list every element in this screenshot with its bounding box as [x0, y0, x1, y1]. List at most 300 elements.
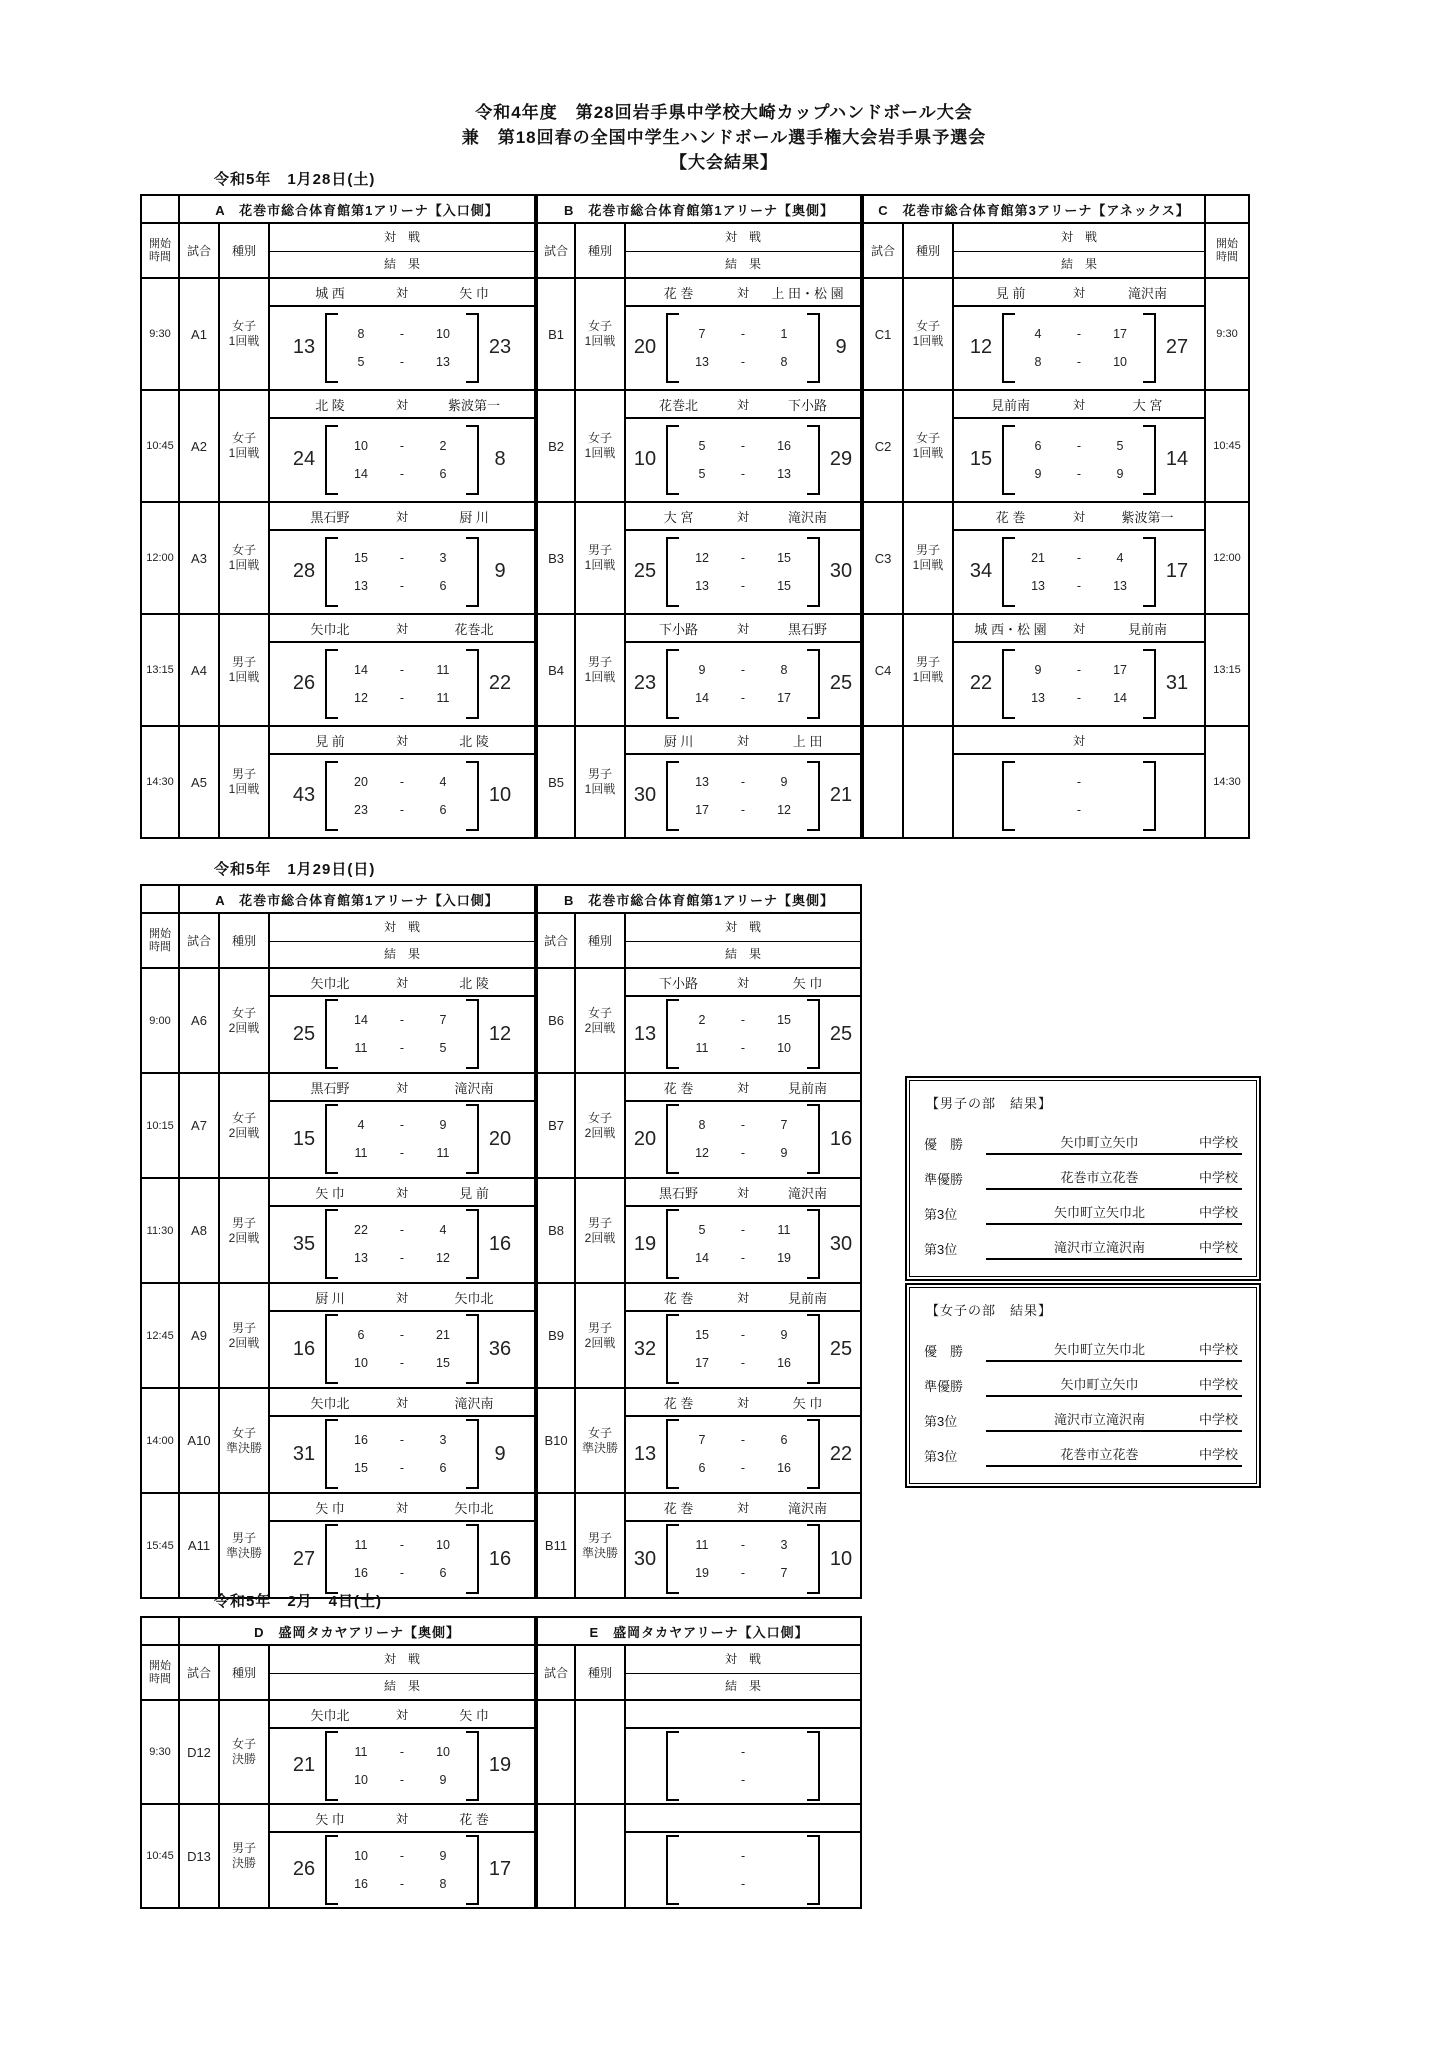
match-row — [141, 1388, 535, 1493]
match-id: C3 — [863, 502, 903, 614]
score-row — [626, 1833, 860, 1907]
category — [219, 390, 269, 502]
half-scores — [682, 1538, 804, 1580]
category-line1: 男子 — [231, 767, 256, 781]
result-row — [924, 1120, 1242, 1155]
bracket-right — [807, 999, 820, 1069]
half2-score — [341, 1146, 463, 1160]
start-time-header — [141, 913, 179, 968]
half-scores — [1018, 663, 1140, 705]
half-scores — [1018, 439, 1140, 481]
half1-home: 14 — [354, 1013, 368, 1027]
bracket-right — [807, 1419, 820, 1489]
half2-score — [341, 1251, 463, 1265]
half1-home: 11 — [354, 1744, 368, 1759]
team-home: 下小路 — [659, 621, 699, 637]
school-underline — [986, 1444, 1242, 1467]
result-box-women-inner — [909, 1287, 1257, 1484]
venue-b2-table — [536, 884, 862, 1599]
score-total-away: 17 — [488, 1858, 512, 1880]
match-id: B1 — [537, 278, 575, 390]
versus-label: 対 — [737, 509, 750, 524]
half2-score — [682, 579, 804, 593]
category-line2: 1回戦 — [912, 558, 944, 572]
half1-dash: - — [399, 438, 405, 453]
versus-result-header — [625, 913, 861, 968]
team-away: 滝沢南 — [454, 1395, 494, 1411]
half1-dash: - — [1076, 774, 1082, 789]
half1-home: 20 — [354, 774, 368, 789]
match-cell-body — [626, 1075, 860, 1177]
bracket-left — [325, 1314, 338, 1384]
half2-away: 8 — [439, 1876, 447, 1891]
half1-dash: - — [399, 1223, 405, 1237]
school-underline — [986, 1132, 1242, 1155]
half2-home: 16 — [354, 1566, 368, 1580]
half2-away: 6 — [439, 1461, 447, 1475]
start-time-header-line2: 時間 — [149, 940, 171, 953]
half2-home: 13 — [354, 1251, 368, 1265]
half2-score — [1018, 355, 1140, 369]
start-time: 9:30 — [1205, 278, 1249, 390]
half1-dash: - — [1076, 326, 1082, 341]
half2-dash: - — [740, 1356, 746, 1370]
half2-home: 12 — [695, 1146, 709, 1160]
match-cell — [269, 1388, 535, 1493]
title-line1: 令和4年度 第28回岩手県中学校大崎カップハンドボール大会 — [475, 103, 973, 122]
versus-label: 対 — [1073, 621, 1086, 636]
team-away: 滝沢南 — [1128, 285, 1168, 301]
match-cell-body — [270, 728, 534, 837]
column-header-row — [537, 1645, 861, 1700]
half2-home: 13 — [354, 578, 368, 593]
school-underline — [986, 1167, 1242, 1190]
match-id: A11 — [179, 1493, 219, 1598]
score-row — [270, 1833, 534, 1907]
score-total-home: 10 — [633, 448, 657, 470]
half1-score — [682, 439, 804, 453]
score-total-home: 15 — [292, 1127, 316, 1150]
result-header: 結 果 — [384, 257, 421, 271]
result-row — [924, 1327, 1242, 1362]
bracket-left — [666, 313, 679, 383]
team-away: 黒石野 — [788, 621, 828, 637]
category — [903, 278, 953, 390]
match-cell — [953, 614, 1205, 726]
category — [903, 502, 953, 614]
match-cell — [269, 1178, 535, 1283]
score-total-away: 9 — [835, 336, 847, 358]
category-line1: 女子 — [588, 1425, 613, 1440]
teams-row — [954, 616, 1204, 643]
match-cell — [269, 968, 535, 1073]
half2-away: 6 — [439, 1566, 447, 1580]
team-home: 矢 巾 — [315, 1185, 345, 1201]
half1-dash: - — [740, 326, 746, 341]
match-cell — [269, 1804, 535, 1908]
half2-score — [682, 1773, 804, 1787]
teams-row — [626, 280, 860, 307]
column-header-row — [141, 1645, 535, 1700]
team-away: 紫波第一 — [1121, 509, 1174, 525]
half2-away: 13 — [1113, 578, 1127, 593]
half2-away: 19 — [777, 1251, 791, 1265]
section-date-feb4: 令和5年 2月 4日(土) — [214, 1593, 383, 1610]
bracket-left — [666, 649, 679, 719]
score-total-home: 28 — [292, 560, 316, 582]
category — [219, 968, 269, 1073]
half2-home: 5 — [698, 466, 706, 481]
match-header: 試合 — [537, 223, 575, 278]
match-cell-body — [954, 616, 1204, 725]
bracket-right — [807, 1209, 820, 1279]
school-name: 矢巾町立矢巾 — [1060, 1377, 1139, 1392]
team-home: 花 巻 — [663, 1080, 694, 1096]
team-home: 厨 川 — [663, 733, 694, 749]
half2-dash: - — [740, 354, 746, 369]
half-scores — [341, 1223, 463, 1265]
category — [219, 1388, 269, 1493]
half1-home: 8 — [698, 1118, 706, 1132]
half2-home: 13 — [695, 578, 709, 593]
half1-home: 22 — [354, 1223, 368, 1237]
title-line2: 兼 第18回春の全国中学生ハンドボール選手権大会岩手県予選会 — [461, 128, 987, 147]
match-row — [141, 614, 535, 726]
score-row — [270, 755, 534, 837]
half1-dash: - — [399, 1118, 405, 1132]
team-away: 滝沢南 — [788, 509, 828, 525]
match-row — [141, 390, 535, 502]
match-row — [141, 968, 535, 1073]
category — [219, 1283, 269, 1388]
teams-row — [270, 728, 534, 755]
versus-label: 対 — [396, 1811, 409, 1826]
category-line1: 男子 — [231, 1215, 256, 1230]
half1-home: 7 — [698, 326, 706, 341]
half-scores — [341, 1328, 463, 1370]
half1-away: 9 — [780, 1328, 788, 1342]
category — [219, 1073, 269, 1178]
teams-row — [270, 392, 534, 419]
category — [903, 726, 953, 838]
bracket-left — [666, 1731, 679, 1801]
match-header: 試合 — [179, 223, 219, 278]
half1-away: 4 — [1116, 550, 1124, 565]
title-line3: 【大会結果】 — [670, 153, 778, 172]
half2-away: 16 — [777, 1356, 791, 1370]
category-header: 種別 — [219, 1645, 269, 1700]
category-line2: 準決勝 — [582, 1440, 619, 1455]
half1-score — [341, 775, 463, 789]
half2-away: 12 — [777, 802, 791, 817]
bracket-right — [807, 649, 820, 719]
teams-row — [270, 280, 534, 307]
half1-dash: - — [399, 1013, 405, 1027]
result-box-men — [905, 1076, 1261, 1281]
half-scores — [682, 439, 804, 481]
team-away: 滝沢南 — [788, 1500, 828, 1516]
half1-score — [682, 551, 804, 565]
half1-dash: - — [399, 662, 405, 677]
match-cell-body — [954, 504, 1204, 613]
match-cell-body — [270, 970, 534, 1072]
start-time: 9:30 — [141, 1700, 179, 1804]
versus-label: 対 — [737, 975, 750, 990]
bracket-left — [666, 1835, 679, 1905]
school-suffix: 中学校 — [1198, 1447, 1238, 1462]
category-line2: 2回戦 — [584, 1125, 616, 1140]
venue-title: D 盛岡タカヤアリーナ【奥側】 — [179, 1617, 535, 1645]
half1-away: 21 — [436, 1328, 450, 1342]
match-id: A6 — [179, 968, 219, 1073]
teams-row — [270, 1702, 534, 1729]
half-scores — [682, 1849, 804, 1891]
match-cell — [953, 278, 1205, 390]
half1-dash: - — [740, 1118, 746, 1132]
half1-score — [682, 1538, 804, 1552]
category-line2: 2回戦 — [228, 1125, 260, 1140]
score-total-away: 16 — [829, 1127, 853, 1150]
half1-score — [682, 1013, 804, 1027]
match-id: B4 — [537, 614, 575, 726]
half1-home: 15 — [354, 550, 368, 565]
half1-score — [341, 1433, 463, 1447]
team-home: 城 西・松 園 — [974, 621, 1047, 637]
score-total-home: 26 — [292, 1858, 316, 1880]
result-header: 結 果 — [725, 257, 762, 271]
school-suffix: 中学校 — [1198, 1205, 1238, 1220]
half2-home: 6 — [698, 1461, 706, 1475]
half2-dash: - — [740, 1041, 746, 1055]
half1-home — [1022, 775, 1054, 789]
match-id: B10 — [537, 1388, 575, 1493]
column-header-row — [141, 223, 535, 278]
bracket-left — [666, 1104, 679, 1174]
category-line2: 準決勝 — [225, 1545, 262, 1560]
half1-score — [682, 1849, 804, 1863]
results-table-feb4 — [140, 1616, 862, 1909]
start-time-header — [141, 223, 179, 278]
match-cell-body — [626, 1702, 860, 1803]
start-time: 15:45 — [141, 1493, 179, 1598]
match-id: C2 — [863, 390, 903, 502]
venue-d-table — [140, 1616, 536, 1909]
half1-score — [341, 1328, 463, 1342]
teams-row — [626, 1075, 860, 1102]
half-scores — [341, 327, 463, 369]
result-header: 結 果 — [384, 1679, 421, 1693]
team-home: 見 前 — [315, 733, 345, 749]
score-row — [270, 1102, 534, 1177]
half2-score — [341, 1041, 463, 1055]
match-id: A7 — [179, 1073, 219, 1178]
score-total-home: 16 — [292, 1337, 316, 1360]
match-cell-body — [270, 1285, 534, 1387]
half-scores — [341, 663, 463, 705]
match-cell — [269, 502, 535, 614]
half1-home: 5 — [698, 1223, 706, 1237]
half2-score — [341, 467, 463, 481]
category — [219, 1804, 269, 1908]
team-home: 黒石野 — [659, 1185, 699, 1201]
rank-label: 第3位 — [924, 1207, 958, 1222]
team-away: 滝沢南 — [788, 1185, 828, 1201]
result-header: 結 果 — [1061, 257, 1098, 271]
bracket-right — [807, 313, 820, 383]
category-line1: 男子 — [916, 655, 941, 669]
bracket-right — [466, 649, 479, 719]
score-total-home: 25 — [633, 560, 657, 582]
half1-score — [1018, 327, 1140, 341]
match-row — [537, 502, 861, 614]
match-cell-body — [626, 1285, 860, 1387]
bracket-right — [807, 537, 820, 607]
half1-home: 15 — [695, 1328, 709, 1342]
bracket-right — [466, 1835, 479, 1905]
category-line2: 2回戦 — [584, 1230, 616, 1245]
half1-home: 9 — [1034, 662, 1042, 677]
half2-dash: - — [1076, 466, 1082, 481]
result-box-women-title: 【女子の部 結果】 — [926, 1303, 1053, 1318]
score-row — [626, 755, 860, 837]
half1-away: 4 — [439, 1223, 447, 1237]
bracket-left — [325, 313, 338, 383]
score-total-home: 21 — [292, 1754, 316, 1776]
venue-b-table — [536, 194, 862, 839]
team-home: 矢巾北 — [310, 1395, 350, 1411]
match-cell-body — [954, 280, 1204, 389]
category-line2: 決勝 — [231, 1752, 256, 1766]
school-name: 滝沢市立滝沢南 — [1053, 1412, 1145, 1427]
half1-score — [341, 1013, 463, 1027]
category-line1: 女子 — [231, 1425, 256, 1440]
category — [219, 726, 269, 838]
match-id: C4 — [863, 614, 903, 726]
match-row — [141, 1804, 535, 1908]
match-id: A1 — [179, 278, 219, 390]
half2-score — [341, 803, 463, 817]
category-line1: 男子 — [588, 543, 613, 557]
versus-label: 対 — [737, 285, 750, 300]
score-row — [626, 1312, 860, 1387]
half2-score — [682, 1041, 804, 1055]
score-total-away: 29 — [829, 448, 853, 470]
score-total-away: 22 — [829, 1442, 853, 1465]
half2-home: 13 — [1031, 578, 1045, 593]
teams-row — [270, 1806, 534, 1833]
half1-away: 2 — [439, 438, 447, 453]
bracket-left — [325, 761, 338, 831]
score-row — [626, 1729, 860, 1803]
half2-score — [341, 1356, 463, 1370]
half1-home: 13 — [695, 774, 709, 789]
category-line1: 女子 — [916, 319, 941, 333]
versus-label: 対 — [396, 1080, 409, 1095]
match-id: A8 — [179, 1178, 219, 1283]
half2-away: 10 — [1113, 354, 1127, 369]
team-away: 北 陵 — [459, 733, 489, 749]
half1-away: 1 — [780, 326, 788, 341]
teams-row — [626, 1702, 860, 1729]
half2-dash: - — [399, 1356, 405, 1370]
result-row — [924, 1362, 1242, 1397]
score-row — [626, 1102, 860, 1177]
score-row — [954, 755, 1204, 837]
half1-away: 16 — [777, 438, 791, 453]
category-line1: 男子 — [231, 1320, 256, 1335]
half1-score — [341, 663, 463, 677]
team-away: 見 前 — [459, 1185, 489, 1201]
half2-home: 13 — [1031, 690, 1045, 705]
category-line1: 女子 — [916, 431, 941, 445]
match-cell — [625, 1700, 861, 1804]
category — [575, 1804, 625, 1908]
versus-label: 対 — [396, 1185, 409, 1200]
half-scores — [341, 775, 463, 817]
school-suffix: 中学校 — [1198, 1240, 1238, 1255]
match-id: C1 — [863, 278, 903, 390]
half1-score — [341, 1849, 463, 1863]
half2-away — [768, 1877, 800, 1891]
category-line1: 女子 — [231, 1110, 256, 1125]
half1-dash: - — [740, 550, 746, 565]
half1-dash: - — [740, 1744, 746, 1759]
column-header-row — [863, 223, 1249, 278]
bracket-left — [1002, 313, 1015, 383]
half1-score — [682, 327, 804, 341]
half1-dash: - — [740, 774, 746, 789]
score-total-away: 27 — [1165, 336, 1189, 358]
half1-score — [682, 1433, 804, 1447]
half1-dash: - — [740, 438, 746, 453]
half-scores — [341, 1849, 463, 1891]
start-time-header-line2: 時間 — [149, 1672, 171, 1685]
start-time-header — [141, 1645, 179, 1700]
category — [575, 278, 625, 390]
team-away: 厨 川 — [459, 509, 489, 525]
match-id: D12 — [179, 1700, 219, 1804]
versus-label: 対 — [737, 1290, 750, 1305]
versus-label: 対 — [1073, 397, 1086, 412]
match-row — [537, 1804, 861, 1908]
match-id — [537, 1804, 575, 1908]
half2-home: 17 — [695, 1356, 709, 1370]
versus-label: 対 — [396, 285, 409, 300]
category-line2: 1回戦 — [228, 334, 260, 348]
score-row — [626, 1207, 860, 1282]
category-header: 種別 — [219, 223, 269, 278]
half2-away: 16 — [777, 1461, 791, 1475]
bracket-right — [807, 1524, 820, 1594]
half2-dash: - — [1076, 802, 1082, 817]
score-total-home: 12 — [969, 336, 993, 358]
category-line1: 男子 — [588, 1530, 613, 1545]
section-date-jan28: 令和5年 1月28日(土) — [214, 171, 376, 188]
score-total-away: 9 — [494, 560, 506, 582]
match-row — [537, 726, 861, 838]
start-time: 13:15 — [141, 614, 179, 726]
bracket-right — [466, 1104, 479, 1174]
half2-score — [682, 467, 804, 481]
category-line2: 2回戦 — [584, 1335, 616, 1350]
versus-label: 対 — [396, 509, 409, 524]
match-id — [863, 726, 903, 838]
score-row — [626, 1522, 860, 1597]
bracket-left — [666, 1209, 679, 1279]
half2-away: 15 — [436, 1356, 450, 1370]
half2-dash: - — [399, 1876, 405, 1891]
score-total-away: 22 — [488, 672, 512, 694]
